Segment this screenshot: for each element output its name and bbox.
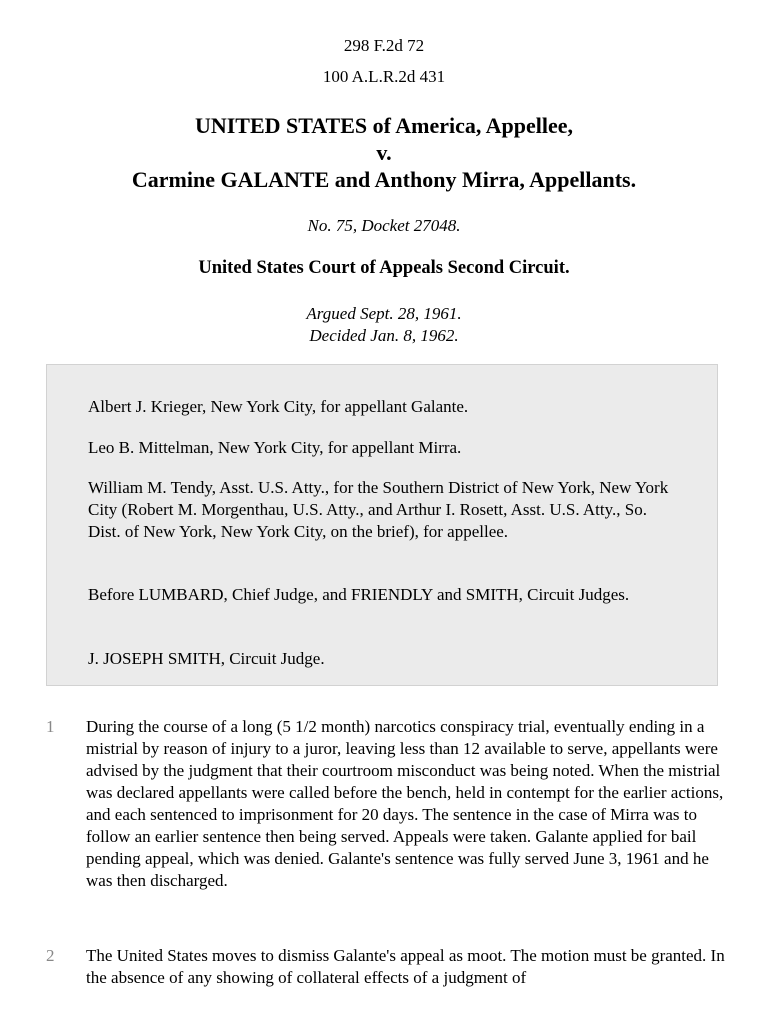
counsel-box xyxy=(46,364,718,686)
panel-judges: Before LUMBARD, Chief Judge, and FRIENDLY and SMITH, Circuit Judges. xyxy=(88,585,630,604)
caption-appellee: UNITED STATES of America, Appellee, xyxy=(194,113,574,138)
caption-appellants: Carmine GALANTE and Anthony Mirra, Appellants. xyxy=(131,167,637,192)
case-dates xyxy=(0,303,768,347)
counsel-entry: William M. Tendy, Asst. U.S. Atty., for the Southern District of New York, New York City (Robert M. Morgenthau, U.S. Atty., and Arthur I. Rosett, Asst. U.S. Atty., So. Dist. of New York, New York City, on the brief), for appellee. xyxy=(88,478,669,541)
opinion-author: J. JOSEPH SMITH, Circuit Judge. xyxy=(88,649,325,668)
citation-alr: 100 A.L.R.2d 431 xyxy=(322,67,446,86)
paragraph-number: 1 xyxy=(46,717,55,736)
citation-reporter: 298 F.2d 72 xyxy=(343,36,425,55)
paragraph-text: The United States moves to dismiss Galante's appeal as moot. The motion must be granted. In the absence of any showing of collateral effects of a judgment of xyxy=(86,946,725,987)
paragraph-number: 2 xyxy=(46,946,55,965)
case-caption xyxy=(0,112,768,193)
paragraph-text: During the course of a long (5 1/2 month) narcotics conspiracy trial, eventually ending in a mistrial by reason of injury to a juror, leaving less than 12 available to serve, appellants were advised by the judgment that their courtroom misconduct was being noted. When the mistrial was declared appellants were called before the bench, held in contempt for the earlier actions, and each sentenced to imprisonment for 20 days. The sentence in the case of Mirra was to follow an earlier sentence then being served. Appeals were taken. Galante applied for bail pending appeal, which was denied. Galante's sentence was fully served June 3, 1961 and he was then discharged. xyxy=(86,717,724,890)
argued-date: Argued Sept. 28, 1961. xyxy=(306,304,462,323)
court-name: United States Court of Appeals Second Circuit. xyxy=(198,258,570,278)
docket-number: No. 75, Docket 27048. xyxy=(307,216,461,235)
counsel-entry: Albert J. Krieger, New York City, for appellant Galante. xyxy=(88,397,469,416)
counsel-entry: Leo B. Mittelman, New York City, for appellant Mirra. xyxy=(88,438,462,457)
decided-date: Decided Jan. 8, 1962. xyxy=(309,326,459,345)
caption-versus: v. xyxy=(376,140,392,165)
